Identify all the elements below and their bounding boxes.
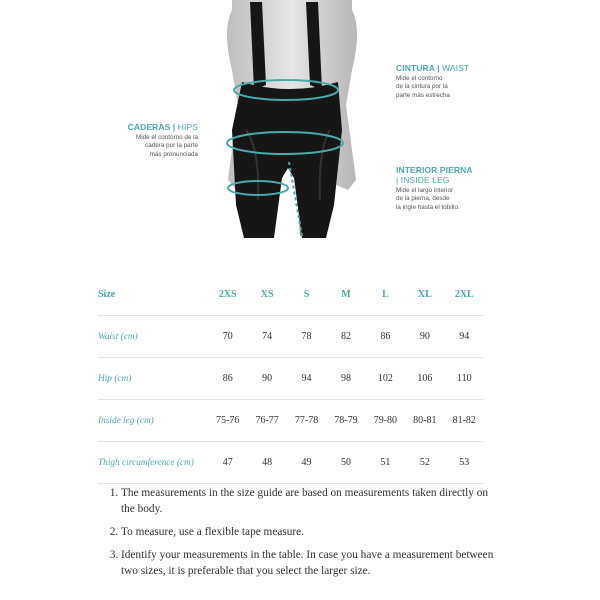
header-2xs: 2XS [208, 274, 247, 316]
inside-leg-callout-subtitle: | INSIDE LEG [396, 175, 450, 185]
table-cell: 110 [445, 358, 484, 400]
table-cell: 94 [445, 316, 484, 358]
table-cell: 90 [405, 316, 444, 358]
measurement-figure [0, 0, 600, 250]
table-row-hip [98, 358, 484, 400]
table-cell: 70 [208, 316, 247, 358]
row-label: Hip (cm) [98, 358, 208, 400]
list-item: 2. To measure, use a flexible tape measure. [121, 524, 501, 540]
inside-leg-callout [396, 165, 491, 212]
table-cell: 52 [405, 442, 444, 484]
table-cell: 86 [366, 316, 405, 358]
hips-callout [118, 122, 198, 159]
table-cell: 50 [326, 442, 365, 484]
table-cell: 48 [247, 442, 286, 484]
table-row-waist [98, 316, 484, 358]
table-cell: 86 [208, 358, 247, 400]
hips-callout-text: Mide el contorno de la cadera por la parte más pronunciada [136, 134, 198, 158]
bib-shorts-illustration [0, 0, 600, 250]
list-item: 3. Identify your measurements in the table. In case you have a measurement between two sizes, it is preferable that you select the larger size. [121, 547, 501, 579]
inside-leg-callout-text: Mide el largo interior de la pierna, desde la ingle hasta el tobillo. [396, 187, 460, 211]
waist-callout-title: CINTURA | WAIST [396, 63, 470, 73]
header-xs: XS [247, 274, 286, 316]
table-cell: 78-79 [326, 400, 365, 442]
table-cell: 78 [287, 316, 326, 358]
row-label: Waist (cm) [98, 316, 208, 358]
waist-callout-text: Mide el contorno de la cintura por la parte más estrecha [396, 75, 450, 99]
inside-leg-callout-title: INTERIOR PIERNA [396, 165, 473, 175]
header-2xl: 2XL [445, 274, 484, 316]
header-size: Size [98, 274, 208, 316]
table-cell: 47 [208, 442, 247, 484]
table-cell: 94 [287, 358, 326, 400]
header-m: M [326, 274, 365, 316]
measurement-notes [100, 485, 501, 586]
row-label: Thigh circumference (cm) [98, 442, 208, 484]
table-cell: 51 [366, 442, 405, 484]
size-table-header [98, 274, 484, 316]
waist-callout [396, 63, 481, 100]
list-item: 1. The measurements in the size guide are based on measurements taken directly on the body. [121, 485, 501, 517]
table-row-inside-leg [98, 400, 484, 442]
table-cell: 77-78 [287, 400, 326, 442]
table-cell: 80-81 [405, 400, 444, 442]
table-cell: 76-77 [247, 400, 286, 442]
table-cell: 75-76 [208, 400, 247, 442]
table-row-thigh [98, 442, 484, 484]
row-label: Inside leg (cm) [98, 400, 208, 442]
table-cell: 49 [287, 442, 326, 484]
table-cell: 98 [326, 358, 365, 400]
table-cell: 82 [326, 316, 365, 358]
header-xl: XL [405, 274, 444, 316]
table-cell: 53 [445, 442, 484, 484]
header-s: S [287, 274, 326, 316]
size-table [98, 274, 484, 484]
hips-callout-title: CADERAS | HIPS [127, 122, 198, 132]
bib-shorts-garment [232, 82, 342, 238]
header-l: L [366, 274, 405, 316]
table-cell: 74 [247, 316, 286, 358]
table-cell: 102 [366, 358, 405, 400]
table-cell: 90 [247, 358, 286, 400]
table-cell: 81-82 [445, 400, 484, 442]
table-cell: 79-80 [366, 400, 405, 442]
table-cell: 106 [405, 358, 444, 400]
